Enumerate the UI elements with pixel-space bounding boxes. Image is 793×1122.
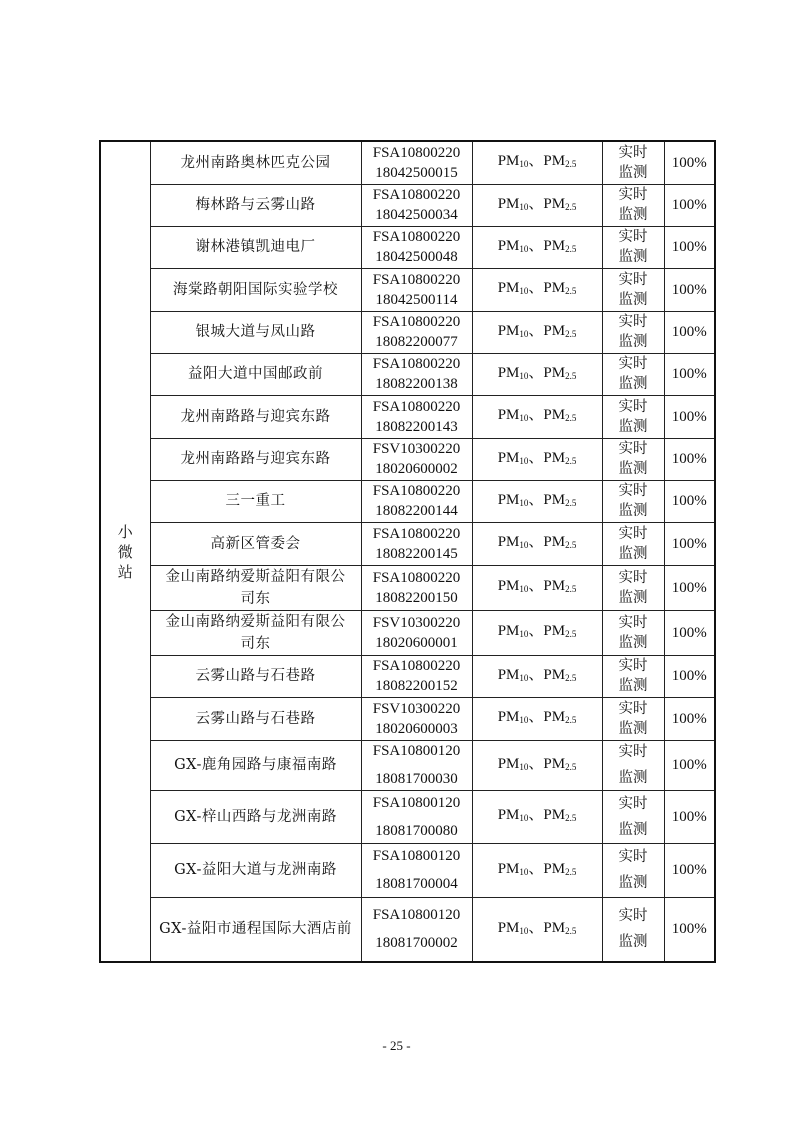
device-code (361, 480, 472, 522)
pollutants: $PM_{10}$、$PM_{2.5}$ (472, 141, 602, 184)
pollutants: $PM_{10}$、$PM_{2.5}$ (472, 655, 602, 697)
data-capture-rate: 100% (664, 565, 715, 610)
monitoring-mode (602, 353, 664, 395)
pollutants: $PM_{10}$、$PM_{2.5}$ (472, 897, 602, 962)
monitoring-mode-line: 实时 (618, 229, 648, 245)
page-number: - 25 - (382, 1038, 411, 1053)
device-code-line-2: 18042500048 (375, 249, 458, 265)
device-code-line-1: FSA10800220 (372, 658, 461, 674)
pollutants: $PM_{10}$、$PM_{2.5}$ (472, 438, 602, 480)
device-code (361, 184, 472, 226)
monitoring-mode-line: 监测 (618, 164, 648, 181)
monitoring-mode-line: 监测 (618, 770, 648, 786)
monitoring-mode-line: 监测 (618, 821, 648, 838)
data-capture-rate: 100% (664, 790, 715, 843)
data-capture-rate: 100% (664, 697, 715, 740)
pollutants: $PM_{10}$、$PM_{2.5}$ (472, 226, 602, 268)
monitoring-mode-line: 实时 (618, 356, 648, 372)
monitoring-mode-line: 监测 (618, 418, 648, 435)
data-capture-rate: 100% (664, 610, 715, 655)
monitoring-mode-line: 实时 (618, 525, 648, 542)
category-char: 小 (117, 522, 133, 541)
monitoring-mode-line: 监测 (618, 720, 648, 737)
monitoring-mode-line: 实时 (618, 614, 648, 631)
device-code-line-1: FSA10800220 (372, 398, 461, 415)
device-code (361, 790, 472, 843)
device-code-line-2: 18082200152 (375, 678, 458, 694)
station-name: 金山南路纳爱斯益阳有限公司东 (150, 565, 361, 610)
device-code-line-1: FSA10800220 (372, 314, 461, 330)
device-code-line-2: 18082200145 (375, 545, 458, 562)
monitoring-station-table (99, 140, 716, 963)
station-name: GX-梓山西路与龙洲南路 (150, 790, 361, 843)
data-capture-rate: 100% (664, 395, 715, 438)
station-name: GX-益阳大道与龙洲南路 (150, 843, 361, 897)
device-code (361, 655, 472, 697)
device-code-line-1: FSA10800120 (372, 848, 461, 864)
monitoring-mode (602, 480, 664, 522)
pollutants: $PM_{10}$、$PM_{2.5}$ (472, 353, 602, 395)
table-row (100, 897, 715, 962)
table-row (100, 655, 715, 697)
device-code-line-1: FSA10800220 (372, 569, 461, 586)
device-code-line-1: FSA10800220 (372, 187, 461, 203)
device-code-line-1: FSV10300220 (372, 700, 461, 717)
pollutants: $PM_{10}$、$PM_{2.5}$ (472, 843, 602, 897)
monitoring-mode-line: 实时 (618, 795, 648, 812)
device-code-line-2: 18082200143 (375, 418, 458, 435)
station-name: 龙州南路路与迎宾东路 (150, 438, 361, 480)
device-code-line-2: 18020600003 (375, 720, 458, 737)
device-code-line-2: 18042500015 (375, 164, 458, 181)
pollutants: $PM_{10}$、$PM_{2.5}$ (472, 268, 602, 311)
monitoring-mode-line: 实时 (618, 144, 648, 161)
pollutants: $PM_{10}$、$PM_{2.5}$ (472, 697, 602, 740)
device-code-line-2: 18081700004 (375, 876, 458, 892)
table-row (100, 522, 715, 565)
station-name: 云雾山路与石巷路 (150, 655, 361, 697)
device-code-line-1: FSA10800120 (372, 794, 461, 811)
table-row (100, 395, 715, 438)
pollutants: $PM_{10}$、$PM_{2.5}$ (472, 480, 602, 522)
station-name: GX-益阳市通程国际大酒店前 (150, 897, 361, 962)
data-capture-rate: 100% (664, 184, 715, 226)
device-code-line-2: 18081700002 (375, 935, 458, 952)
monitoring-mode-line: 监测 (618, 291, 648, 308)
monitoring-mode-line: 监测 (618, 207, 648, 223)
device-code (361, 897, 472, 962)
table-row (100, 141, 715, 184)
device-code (361, 311, 472, 353)
data-capture-rate: 100% (664, 353, 715, 395)
device-code-line-2: 18042500034 (375, 207, 458, 223)
pollutants: $PM_{10}$、$PM_{2.5}$ (472, 311, 602, 353)
monitoring-mode-line: 监测 (618, 334, 648, 350)
monitoring-mode (602, 697, 664, 740)
station-name: 三一重工 (150, 480, 361, 522)
category-char: 站 (117, 562, 133, 581)
monitoring-mode (602, 226, 664, 268)
device-code-line-1: FSA10800220 (372, 525, 461, 542)
pollutants: $PM_{10}$、$PM_{2.5}$ (472, 610, 602, 655)
device-code-line-1: FSA10800120 (372, 907, 461, 924)
device-code (361, 268, 472, 311)
device-code (361, 141, 472, 184)
monitoring-mode-line: 监测 (618, 376, 648, 392)
device-code-line-1: FSA10800220 (372, 356, 461, 372)
monitoring-mode-line: 监测 (618, 461, 648, 477)
device-code-line-2: 18082200144 (375, 503, 458, 519)
data-capture-rate: 100% (664, 141, 715, 184)
pollutants: $PM_{10}$、$PM_{2.5}$ (472, 395, 602, 438)
table-row (100, 740, 715, 790)
monitoring-mode-line: 实时 (618, 441, 648, 457)
device-code (361, 438, 472, 480)
monitoring-mode (602, 184, 664, 226)
device-code (361, 226, 472, 268)
monitoring-mode (602, 565, 664, 610)
pollutants: $PM_{10}$、$PM_{2.5}$ (472, 790, 602, 843)
monitoring-mode-line: 实时 (618, 271, 648, 288)
data-capture-rate: 100% (664, 740, 715, 790)
device-code-line-2: 18082200150 (375, 589, 458, 606)
pollutants: $PM_{10}$、$PM_{2.5}$ (472, 522, 602, 565)
device-code (361, 740, 472, 790)
monitoring-mode (602, 395, 664, 438)
device-code-line-2: 18081700030 (375, 771, 458, 787)
station-name: 谢林港镇凯迪电厂 (150, 226, 361, 268)
table-row (100, 311, 715, 353)
monitoring-mode (602, 790, 664, 843)
station-name: 高新区管委会 (150, 522, 361, 565)
station-name: 梅林路与云雾山路 (150, 184, 361, 226)
data-capture-rate: 100% (664, 897, 715, 962)
device-code-line-2: 18081700080 (375, 822, 458, 839)
table-row (100, 610, 715, 655)
monitoring-mode-line: 实时 (618, 700, 648, 717)
device-code (361, 565, 472, 610)
monitoring-mode-line: 监测 (618, 503, 648, 519)
data-capture-rate: 100% (664, 655, 715, 697)
pollutants: $PM_{10}$、$PM_{2.5}$ (472, 740, 602, 790)
device-code (361, 353, 472, 395)
monitoring-mode (602, 438, 664, 480)
monitoring-mode (602, 655, 664, 697)
station-name: 龙州南路奥林匹克公园 (150, 141, 361, 184)
monitoring-mode-line: 监测 (618, 634, 648, 651)
device-code (361, 610, 472, 655)
pollutants: $PM_{10}$、$PM_{2.5}$ (472, 184, 602, 226)
table-row (100, 843, 715, 897)
device-code-line-1: FSA10800220 (372, 229, 461, 245)
table-row (100, 438, 715, 480)
monitoring-mode-line: 实时 (618, 744, 648, 760)
monitoring-mode (602, 740, 664, 790)
table-row (100, 565, 715, 610)
device-code-line-1: FSA10800220 (372, 144, 461, 161)
monitoring-mode-line: 实时 (618, 398, 648, 415)
device-code-line-2: 18082200077 (375, 334, 458, 350)
data-capture-rate: 100% (664, 843, 715, 897)
monitoring-mode-line: 实时 (618, 658, 648, 674)
station-name: 龙州南路路与迎宾东路 (150, 395, 361, 438)
monitoring-mode (602, 141, 664, 184)
table-row (100, 184, 715, 226)
monitoring-mode (602, 897, 664, 962)
device-code-line-2: 18082200138 (375, 376, 458, 392)
category-char: 微 (117, 542, 133, 561)
device-code (361, 843, 472, 897)
data-capture-rate: 100% (664, 226, 715, 268)
station-name: 益阳大道中国邮政前 (150, 353, 361, 395)
station-name: 云雾山路与石巷路 (150, 697, 361, 740)
monitoring-mode-line: 监测 (618, 545, 648, 562)
data-capture-rate: 100% (664, 268, 715, 311)
monitoring-mode-line: 实时 (618, 483, 648, 499)
device-code-line-2: 18020600002 (375, 461, 458, 477)
device-code-line-2: 18020600001 (375, 634, 458, 651)
monitoring-mode (602, 843, 664, 897)
pollutants: $PM_{10}$、$PM_{2.5}$ (472, 565, 602, 610)
table-row (100, 268, 715, 311)
table-row (100, 697, 715, 740)
station-name: 海棠路朝阳国际实验学校 (150, 268, 361, 311)
monitoring-mode (602, 610, 664, 655)
device-code (361, 395, 472, 438)
table-row (100, 790, 715, 843)
data-capture-rate: 100% (664, 438, 715, 480)
data-capture-rate: 100% (664, 311, 715, 353)
device-code-line-1: FSA10800120 (372, 743, 461, 759)
monitoring-mode-line: 监测 (618, 589, 648, 606)
monitoring-mode-line: 监测 (618, 875, 648, 891)
monitoring-mode (602, 522, 664, 565)
device-code-line-1: FSA10800220 (372, 271, 461, 288)
monitoring-mode (602, 268, 664, 311)
data-capture-rate: 100% (664, 480, 715, 522)
monitoring-mode-line: 实时 (618, 314, 648, 330)
monitoring-mode-line: 实时 (618, 569, 648, 586)
monitoring-mode-line: 实时 (618, 849, 648, 865)
device-code-line-1: FSV10300220 (372, 614, 461, 631)
device-code (361, 522, 472, 565)
monitoring-mode-line: 监测 (618, 249, 648, 265)
data-capture-rate: 100% (664, 522, 715, 565)
device-code-line-1: FSV10300220 (372, 441, 461, 457)
monitoring-mode-line: 实时 (618, 908, 648, 925)
table-body (100, 141, 715, 962)
monitoring-mode (602, 311, 664, 353)
station-name: 银城大道与凤山路 (150, 311, 361, 353)
device-code-line-1: FSA10800220 (372, 483, 461, 499)
monitoring-mode-line: 监测 (618, 678, 648, 694)
station-name: 金山南路纳爱斯益阳有限公司东 (150, 610, 361, 655)
device-code-line-2: 18042500114 (375, 291, 458, 308)
monitoring-mode-line: 监测 (618, 934, 648, 951)
table-row (100, 353, 715, 395)
category-cell (100, 141, 150, 962)
monitoring-mode-line: 实时 (618, 187, 648, 203)
station-name: GX-鹿角园路与康福南路 (150, 740, 361, 790)
device-code (361, 697, 472, 740)
table-row (100, 480, 715, 522)
table-row (100, 226, 715, 268)
